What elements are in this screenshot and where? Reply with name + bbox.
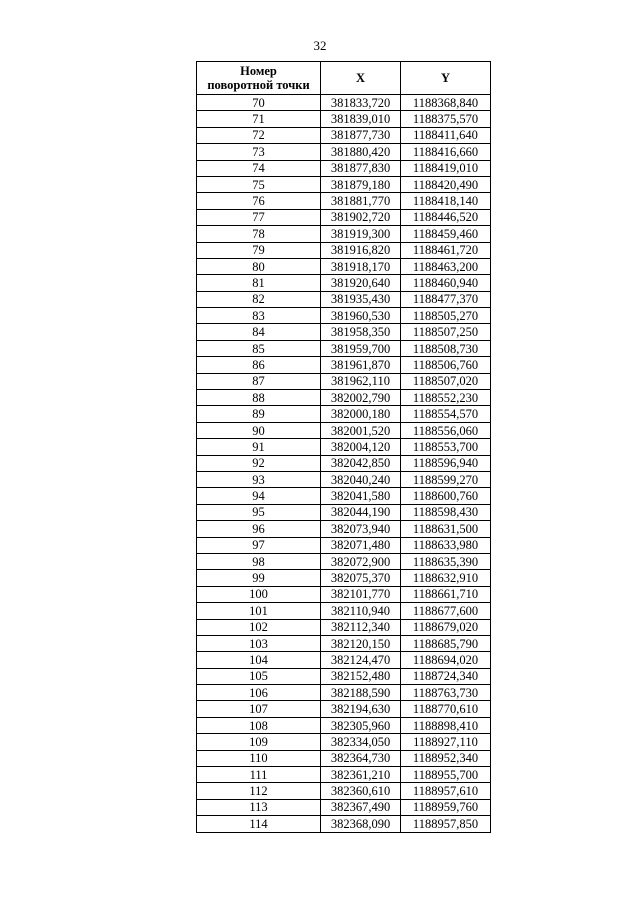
- cell-x: 382305,960: [321, 717, 401, 733]
- cell-point-number: 89: [197, 406, 321, 422]
- header-point-number-line2: поворотной точки: [207, 78, 310, 92]
- cell-y: 1188446,520: [401, 209, 491, 225]
- cell-x: 382367,490: [321, 799, 401, 815]
- cell-y: 1188724,340: [401, 668, 491, 684]
- cell-y: 1188420,490: [401, 176, 491, 192]
- header-x: X: [321, 62, 401, 95]
- cell-y: 1188598,430: [401, 504, 491, 520]
- cell-x: 381959,700: [321, 340, 401, 356]
- cell-point-number: 96: [197, 521, 321, 537]
- table-row: [197, 799, 491, 815]
- cell-point-number: 70: [197, 95, 321, 111]
- cell-point-number: 75: [197, 176, 321, 192]
- table-row: [197, 209, 491, 225]
- table-row: [197, 734, 491, 750]
- cell-point-number: 84: [197, 324, 321, 340]
- table-row: [197, 619, 491, 635]
- cell-x: 381960,530: [321, 308, 401, 324]
- table-row: [197, 685, 491, 701]
- table-row: [197, 439, 491, 455]
- cell-point-number: 109: [197, 734, 321, 750]
- cell-point-number: 99: [197, 570, 321, 586]
- cell-y: 1188596,940: [401, 455, 491, 471]
- cell-point-number: 80: [197, 258, 321, 274]
- cell-y: 1188419,010: [401, 160, 491, 176]
- cell-x: 382120,150: [321, 635, 401, 651]
- table-row: [197, 783, 491, 799]
- cell-y: 1188477,370: [401, 291, 491, 307]
- cell-y: 1188418,140: [401, 193, 491, 209]
- cell-y: 1188507,250: [401, 324, 491, 340]
- cell-point-number: 74: [197, 160, 321, 176]
- table-row: [197, 652, 491, 668]
- header-y: Y: [401, 62, 491, 95]
- cell-y: 1188677,600: [401, 603, 491, 619]
- cell-point-number: 104: [197, 652, 321, 668]
- cell-y: 1188631,500: [401, 521, 491, 537]
- cell-x: 382124,470: [321, 652, 401, 668]
- cell-point-number: 111: [197, 767, 321, 783]
- table-row: [197, 603, 491, 619]
- cell-point-number: 98: [197, 553, 321, 569]
- table-row: [197, 668, 491, 684]
- cell-y: 1188459,460: [401, 226, 491, 242]
- cell-y: 1188375,570: [401, 111, 491, 127]
- cell-point-number: 81: [197, 275, 321, 291]
- table-row: [197, 586, 491, 602]
- cell-x: 381961,870: [321, 357, 401, 373]
- cell-x: 381877,730: [321, 127, 401, 143]
- cell-x: 382368,090: [321, 816, 401, 832]
- cell-point-number: 71: [197, 111, 321, 127]
- cell-x: 381839,010: [321, 111, 401, 127]
- cell-point-number: 76: [197, 193, 321, 209]
- table-row: [197, 537, 491, 553]
- cell-y: 1188554,570: [401, 406, 491, 422]
- cell-point-number: 114: [197, 816, 321, 832]
- table-row: [197, 816, 491, 832]
- cell-y: 1188461,720: [401, 242, 491, 258]
- cell-y: 1188599,270: [401, 471, 491, 487]
- cell-point-number: 92: [197, 455, 321, 471]
- table-row: [197, 275, 491, 291]
- cell-point-number: 78: [197, 226, 321, 242]
- cell-point-number: 88: [197, 390, 321, 406]
- cell-x: 382042,850: [321, 455, 401, 471]
- cell-x: 382194,630: [321, 701, 401, 717]
- cell-x: 382001,520: [321, 422, 401, 438]
- cell-x: 381881,770: [321, 193, 401, 209]
- cell-y: 1188770,610: [401, 701, 491, 717]
- cell-point-number: 107: [197, 701, 321, 717]
- cell-y: 1188685,790: [401, 635, 491, 651]
- cell-y: 1188416,660: [401, 144, 491, 160]
- cell-x: 382101,770: [321, 586, 401, 602]
- cell-x: 382334,050: [321, 734, 401, 750]
- table-row: [197, 406, 491, 422]
- table-row: [197, 111, 491, 127]
- cell-point-number: 93: [197, 471, 321, 487]
- cell-x: 382004,120: [321, 439, 401, 455]
- cell-y: 1188957,850: [401, 816, 491, 832]
- cell-x: 382041,580: [321, 488, 401, 504]
- cell-point-number: 102: [197, 619, 321, 635]
- cell-point-number: 110: [197, 750, 321, 766]
- cell-x: 382361,210: [321, 767, 401, 783]
- cell-x: 381833,720: [321, 95, 401, 111]
- cell-x: 382188,590: [321, 685, 401, 701]
- cell-point-number: 113: [197, 799, 321, 815]
- cell-point-number: 79: [197, 242, 321, 258]
- table-row: [197, 488, 491, 504]
- table-body: [197, 95, 491, 833]
- table-row: [197, 553, 491, 569]
- cell-point-number: 103: [197, 635, 321, 651]
- cell-y: 1188368,840: [401, 95, 491, 111]
- cell-point-number: 97: [197, 537, 321, 553]
- cell-x: 382040,240: [321, 471, 401, 487]
- cell-point-number: 72: [197, 127, 321, 143]
- cell-point-number: 94: [197, 488, 321, 504]
- cell-point-number: 82: [197, 291, 321, 307]
- table-row: [197, 455, 491, 471]
- table-row: [197, 750, 491, 766]
- cell-y: 1188460,940: [401, 275, 491, 291]
- table-row: [197, 422, 491, 438]
- cell-point-number: 112: [197, 783, 321, 799]
- cell-point-number: 100: [197, 586, 321, 602]
- cell-point-number: 86: [197, 357, 321, 373]
- cell-x: 381877,830: [321, 160, 401, 176]
- cell-y: 1188633,980: [401, 537, 491, 553]
- cell-x: 382072,900: [321, 553, 401, 569]
- table-row: [197, 176, 491, 192]
- cell-y: 1188959,760: [401, 799, 491, 815]
- table-row: [197, 340, 491, 356]
- cell-point-number: 85: [197, 340, 321, 356]
- cell-x: 382002,790: [321, 390, 401, 406]
- table-row: [197, 357, 491, 373]
- cell-x: 382071,480: [321, 537, 401, 553]
- cell-point-number: 105: [197, 668, 321, 684]
- cell-point-number: 95: [197, 504, 321, 520]
- cell-x: 382112,340: [321, 619, 401, 635]
- cell-x: 381902,720: [321, 209, 401, 225]
- cell-y: 1188763,730: [401, 685, 491, 701]
- cell-y: 1188955,700: [401, 767, 491, 783]
- table-row: [197, 193, 491, 209]
- table-row: [197, 767, 491, 783]
- cell-y: 1188411,640: [401, 127, 491, 143]
- cell-x: 381958,350: [321, 324, 401, 340]
- cell-y: 1188506,760: [401, 357, 491, 373]
- cell-x: 382073,940: [321, 521, 401, 537]
- cell-y: 1188694,020: [401, 652, 491, 668]
- coordinates-table: [196, 61, 491, 833]
- cell-point-number: 77: [197, 209, 321, 225]
- cell-point-number: 90: [197, 422, 321, 438]
- cell-point-number: 73: [197, 144, 321, 160]
- table-row: [197, 373, 491, 389]
- cell-y: 1188898,410: [401, 717, 491, 733]
- cell-point-number: 108: [197, 717, 321, 733]
- table-row: [197, 717, 491, 733]
- cell-y: 1188505,270: [401, 308, 491, 324]
- cell-x: 382110,940: [321, 603, 401, 619]
- page-number: 32: [313, 38, 327, 53]
- cell-y: 1188552,230: [401, 390, 491, 406]
- cell-y: 1188600,760: [401, 488, 491, 504]
- cell-x: 381962,110: [321, 373, 401, 389]
- cell-y: 1188463,200: [401, 258, 491, 274]
- cell-x: 382364,730: [321, 750, 401, 766]
- cell-x: 382075,370: [321, 570, 401, 586]
- cell-x: 382152,480: [321, 668, 401, 684]
- table-row: [197, 701, 491, 717]
- table-row: [197, 160, 491, 176]
- cell-point-number: 87: [197, 373, 321, 389]
- cell-x: 381918,170: [321, 258, 401, 274]
- header-point-number-line1: Номер: [240, 64, 277, 78]
- cell-y: 1188957,610: [401, 783, 491, 799]
- cell-point-number: 106: [197, 685, 321, 701]
- table-row: [197, 144, 491, 160]
- table-row: [197, 95, 491, 111]
- cell-x: 381920,640: [321, 275, 401, 291]
- table-row: [197, 324, 491, 340]
- cell-y: 1188635,390: [401, 553, 491, 569]
- table-row: [197, 258, 491, 274]
- table-row: [197, 390, 491, 406]
- table-row: [197, 226, 491, 242]
- table-row: [197, 127, 491, 143]
- table-row: [197, 570, 491, 586]
- cell-point-number: 91: [197, 439, 321, 455]
- cell-x: 382000,180: [321, 406, 401, 422]
- cell-point-number: 101: [197, 603, 321, 619]
- cell-y: 1188679,020: [401, 619, 491, 635]
- table-row: [197, 291, 491, 307]
- cell-y: 1188927,110: [401, 734, 491, 750]
- cell-y: 1188508,730: [401, 340, 491, 356]
- cell-y: 1188632,910: [401, 570, 491, 586]
- cell-y: 1188553,700: [401, 439, 491, 455]
- cell-x: 381916,820: [321, 242, 401, 258]
- cell-y: 1188952,340: [401, 750, 491, 766]
- cell-point-number: 83: [197, 308, 321, 324]
- table-row: [197, 635, 491, 651]
- header-point-number: [197, 62, 321, 95]
- cell-x: 381935,430: [321, 291, 401, 307]
- table-header-row: [197, 62, 491, 95]
- cell-x: 381919,300: [321, 226, 401, 242]
- cell-x: 381879,180: [321, 176, 401, 192]
- cell-y: 1188507,020: [401, 373, 491, 389]
- table-row: [197, 504, 491, 520]
- table-row: [197, 521, 491, 537]
- table-row: [197, 308, 491, 324]
- cell-x: 382360,610: [321, 783, 401, 799]
- cell-x: 381880,420: [321, 144, 401, 160]
- cell-x: 382044,190: [321, 504, 401, 520]
- cell-y: 1188661,710: [401, 586, 491, 602]
- table-row: [197, 471, 491, 487]
- cell-y: 1188556,060: [401, 422, 491, 438]
- table-row: [197, 242, 491, 258]
